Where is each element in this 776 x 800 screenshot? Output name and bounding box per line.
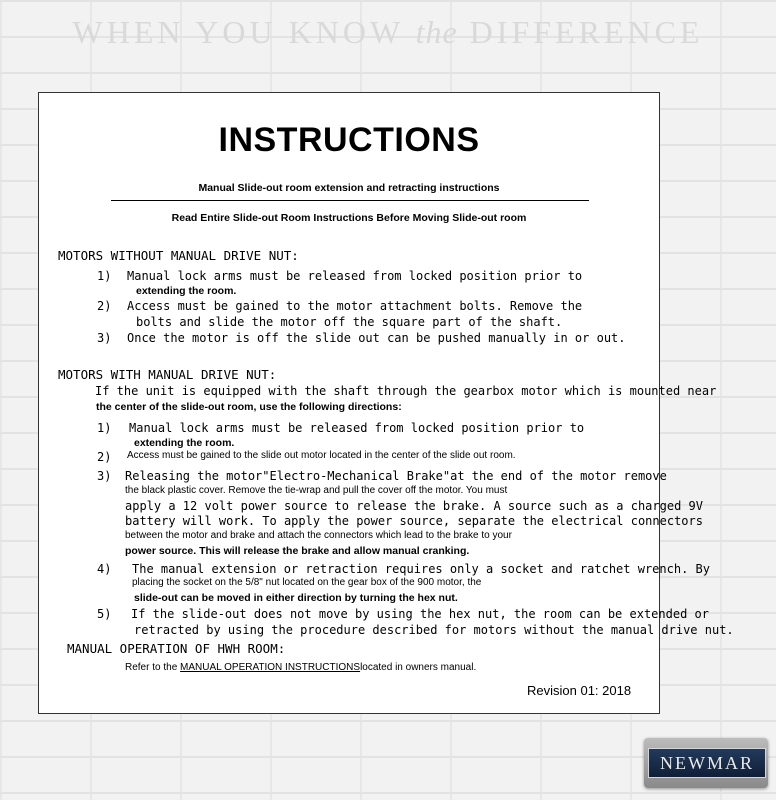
section3-heading: MANUAL OPERATION OF HWH ROOM: [67, 641, 286, 656]
newmar-logo[interactable] [644, 738, 768, 788]
s2-intro-line2: the center of the slide-out room, use the following directions: [96, 401, 402, 413]
s1-item3-num: 3) [97, 331, 112, 345]
s1-item1-line2: extending the room. [136, 285, 237, 297]
s2-item2-num: 2) [97, 450, 112, 464]
s2-item4-line1: The manual extension or retraction requires only a socket and ratchet wrench. By [132, 562, 710, 576]
s2-intro-line1: If the unit is equipped with the shaft through the gearbox motor which is mounted near [95, 384, 717, 398]
s2-item5-num: 5) [97, 607, 112, 621]
section1-heading: MOTORS WITHOUT MANUAL DRIVE NUT: [58, 248, 299, 263]
section2-heading: MOTORS WITH MANUAL DRIVE NUT: [58, 367, 277, 382]
instruction-sheet [38, 92, 734, 714]
refer-pre: Refer to the [125, 662, 178, 673]
sheet-title: INSTRUCTIONS [218, 121, 480, 159]
tagline-italic: the [415, 14, 458, 50]
revision-label: Revision 01: 2018 [527, 683, 632, 698]
s1-item1-num: 1) [97, 269, 112, 283]
s2-item3-line4: battery will work. To apply the power source, separate the electrical connectors [125, 514, 703, 528]
read-notice: Read Entire Slide-out Room Instructions Before Moving Slide-out room [171, 212, 527, 224]
s1-item3-line1: Once the motor is off the slide out can be pushed manually in or out. [127, 331, 626, 345]
s2-item3-line6: power source. This will release the brake and allow manual cranking. [125, 545, 470, 557]
brand-tagline [0, 14, 776, 51]
s2-item1-num: 1) [97, 421, 112, 435]
logo-text: NEWMAR [660, 752, 754, 773]
sheet-subtitle: Manual Slide-out room extension and retracting instructions [198, 182, 500, 194]
s1-item2-line1: Access must be gained to the motor attachment bolts. Remove the [127, 299, 583, 313]
tagline-post: DIFFERENCE [457, 14, 704, 50]
s2-item5-line1: If the slide-out does not move by using the hex nut, the room can be extended or [131, 607, 709, 621]
refer-line [125, 662, 476, 673]
newmar-logo-plate [648, 748, 766, 778]
s2-item1-line1: Manual lock arms must be released from locked position prior to [129, 421, 585, 435]
s2-item3-line3: apply a 12 volt power source to release the brake. A source such as a charged 9V [125, 499, 703, 513]
s2-item4-line2: placing the socket on the 5/8" nut located on the gear box of the 900 motor, the [132, 577, 482, 588]
s2-item3-line2: the black plastic cover. Remove the tie-wrap and pull the cover off the motor. You must [125, 485, 508, 496]
s2-item5-line2: retracted by using the procedure described for motors without the manual drive nut. [134, 623, 734, 637]
s1-item2-num: 2) [97, 299, 112, 313]
title-divider [111, 200, 589, 201]
s2-item3-line1: Releasing the motor"Electro-Mechanical Brake"at the end of the motor remove [125, 469, 667, 483]
s2-item3-num: 3) [97, 469, 112, 483]
s1-item1-line1: Manual lock arms must be released from locked position prior to [127, 269, 583, 283]
tagline-pre: WHEN YOU KNOW [72, 14, 416, 50]
s2-item4-num: 4) [97, 562, 112, 576]
manual-operation-link[interactable]: MANUAL OPERATION INSTRUCTIONS [180, 662, 361, 673]
refer-post: located in owners manual. [360, 662, 477, 673]
s2-item2-line1: Access must be gained to the slide out motor located in the center of the slide out room. [127, 450, 516, 461]
s2-item3-line5: between the motor and brake and attach the connectors which lead to the brake to your [125, 530, 512, 541]
s2-item4-line3: slide-out can be moved in either direction by turning the hex nut. [134, 592, 458, 604]
s1-item2-line2: bolts and slide the motor off the square part of the shaft. [136, 315, 563, 329]
s2-item1-line2: extending the room. [134, 437, 235, 449]
